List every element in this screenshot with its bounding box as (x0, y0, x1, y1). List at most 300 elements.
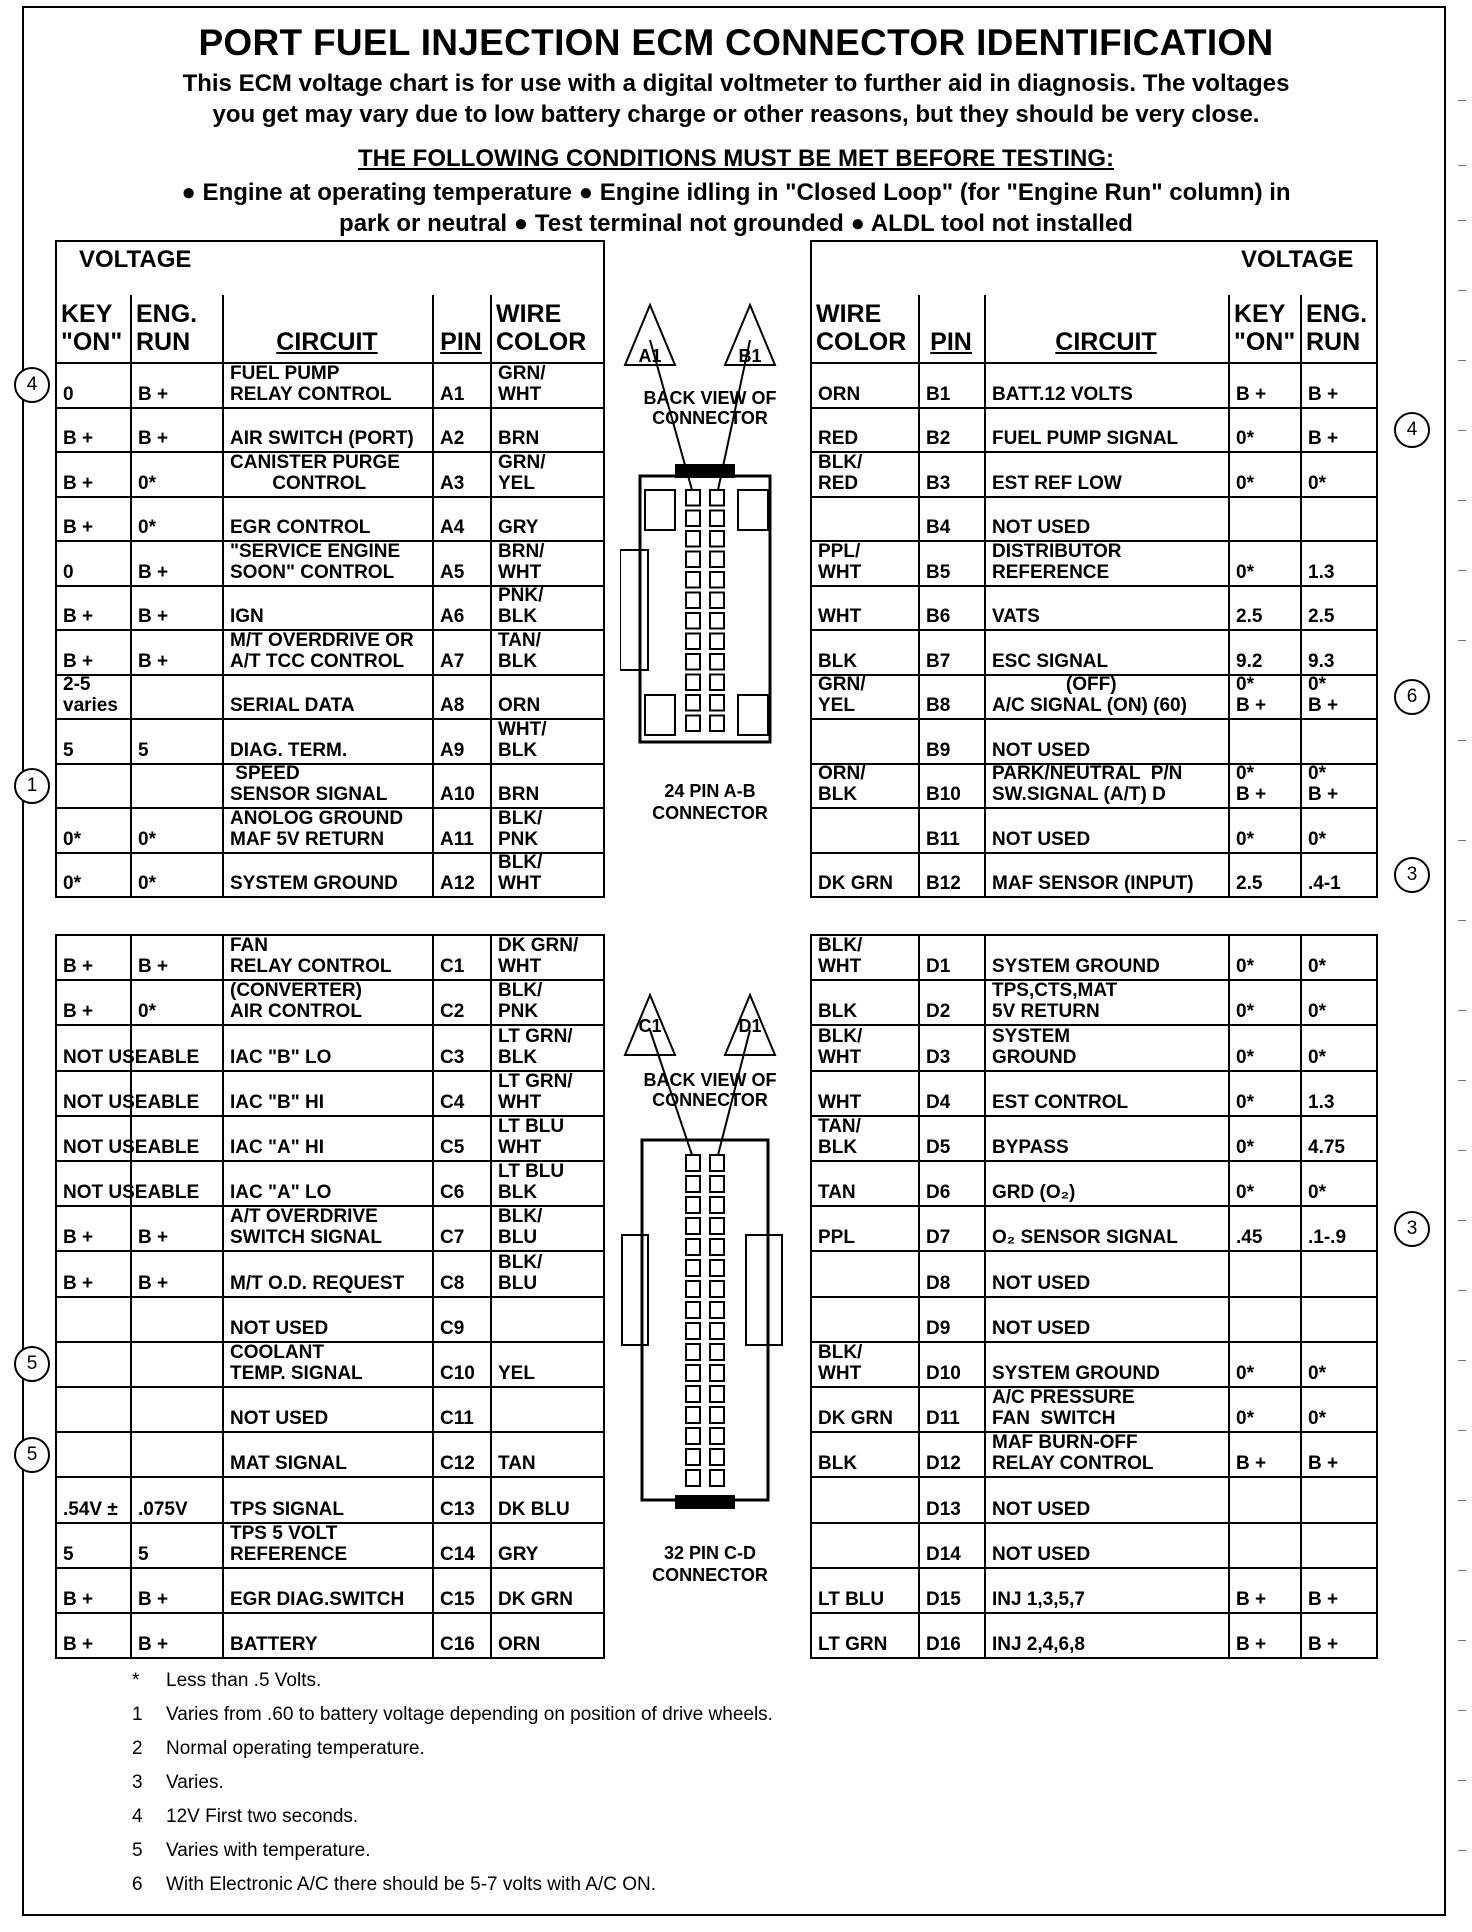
cell-text: EST CONTROL (992, 1091, 1129, 1113)
footnote (132, 1868, 773, 1902)
cell-wire (498, 852, 601, 894)
cell-pin (440, 630, 488, 672)
cell-key (1236, 585, 1298, 627)
cell-pin (440, 935, 488, 977)
cell-text: BLK/ WHT (818, 1025, 863, 1068)
cell-text: 0* (1308, 472, 1326, 494)
cell-text: D7 (926, 1227, 951, 1249)
connector-key-bottom-left (645, 695, 675, 735)
cell-text: TAN (818, 1182, 856, 1204)
cell-wire (498, 630, 601, 672)
cell-wire (498, 363, 601, 405)
connector-housing (642, 1140, 768, 1500)
cell-circuit (992, 935, 1226, 977)
cell-wire (498, 1071, 601, 1113)
cell-text: 0* B + (1308, 674, 1339, 716)
connector-side-tab-right (746, 1235, 782, 1345)
cell-key (63, 1342, 128, 1384)
cell-text: INJ 1,3,5,7 (992, 1589, 1085, 1610)
cell-pin (440, 1568, 488, 1610)
cell-text: GRD (O₂) (992, 1182, 1076, 1204)
cell-run (1308, 674, 1374, 716)
cell-text: 0* (138, 873, 156, 894)
cell-text: SYSTEM GROUND (992, 1363, 1160, 1384)
cell-pin (440, 1161, 488, 1203)
cell-text: D16 (926, 1634, 961, 1656)
cell-wire (818, 1161, 916, 1203)
cell-run (138, 1432, 220, 1474)
connector-pin (710, 654, 724, 670)
cell-text: D2 (926, 1001, 951, 1023)
cell-text: B + (63, 517, 94, 538)
connector-pin (710, 1365, 724, 1381)
edge-tick (1458, 100, 1466, 101)
connector-side-tab-left (622, 1235, 648, 1345)
cell-run (138, 1613, 220, 1655)
cell-pin (440, 674, 488, 716)
cell-text: A9 (440, 739, 465, 761)
cell-text: 5 (138, 1543, 149, 1565)
cell-text: DK GRN (818, 1408, 893, 1430)
cell-text: MAF SENSOR (INPUT) (992, 873, 1194, 894)
cell-text: .075V (138, 1498, 188, 1520)
cell-text: BLK/ BLU (498, 1251, 543, 1294)
cell-wire (498, 1116, 601, 1158)
connector-pin (710, 634, 724, 650)
footnote (132, 1698, 773, 1732)
cell-text: .1-.9 (1308, 1227, 1347, 1249)
cell-pin (440, 496, 488, 538)
cell-pin (440, 1613, 488, 1655)
footnote-marker-number: 3 (1406, 1217, 1418, 1239)
cell-text: B + (63, 650, 94, 672)
cell-pin (926, 541, 982, 583)
cell-run (1308, 763, 1374, 805)
cell-text: B + (138, 650, 169, 672)
cell-pin (440, 808, 488, 850)
cell-key (63, 674, 128, 716)
cell-pin (926, 808, 982, 850)
cell-text: BLK/ WHT (818, 1342, 863, 1384)
cell-key (1236, 1116, 1298, 1158)
cell-circuit (230, 1432, 430, 1474)
cell-pin (926, 980, 982, 1022)
cell-text: B5 (926, 561, 951, 583)
cell-key (63, 935, 128, 977)
cell-circuit (230, 808, 430, 850)
cell-text: NOT USED (992, 1272, 1091, 1294)
cell-circuit (992, 980, 1226, 1022)
cell-text: C3 (440, 1046, 465, 1068)
cell-text: GRN/ WHT (498, 362, 546, 405)
connector-pin (686, 511, 700, 527)
cell-pin (926, 1026, 982, 1068)
cell-pin (440, 1478, 488, 1520)
cell-text: COOLANT TEMP. SIGNAL (230, 1342, 363, 1384)
connector-key-top-right (738, 490, 768, 530)
cell-text: GRY (498, 517, 539, 538)
connector-side-tab (620, 550, 648, 670)
cell-text: B + (63, 1001, 94, 1023)
cell-pin (440, 1252, 488, 1294)
cell-key (63, 407, 128, 449)
cell-text: B4 (926, 517, 951, 538)
footnote (132, 1732, 773, 1766)
conditions-heading: THE FOLLOWING CONDITIONS MUST BE MET BEFORE TESTING: (358, 145, 1114, 172)
cell-key (1236, 1613, 1298, 1655)
cell-text: BLK/ WHT (818, 935, 863, 978)
cell-pin (440, 980, 488, 1022)
cell-text: DIAG. TERM. (230, 739, 348, 761)
cell-text: FAN RELAY CONTROL (230, 935, 392, 978)
cell-pin (926, 1387, 982, 1429)
cell-circuit (230, 1478, 430, 1520)
cell-run (138, 585, 220, 627)
cell-wire (498, 1252, 601, 1294)
cell-circuit (230, 1206, 430, 1248)
cell-run (1308, 1432, 1374, 1474)
voltage-header: VOLTAGE (1241, 246, 1354, 273)
cell-pin (440, 363, 488, 405)
cell-text: BLK/ PNK (498, 807, 543, 850)
cell-run (138, 496, 220, 538)
cell-text: CANISTER PURGE CONTROL (230, 451, 400, 494)
cell-wire (498, 719, 601, 761)
footnote-symbol: * (132, 1670, 140, 1691)
cell-text: 0* (1236, 1046, 1254, 1068)
cell-key (63, 719, 128, 761)
cell-text: 0* (1236, 828, 1254, 850)
cell-text: B + (138, 383, 169, 405)
connector-pin (710, 552, 724, 568)
cell-text: C6 (440, 1182, 465, 1204)
cell-text: B10 (926, 784, 961, 805)
column-divider (984, 295, 986, 896)
cell-circuit (230, 585, 430, 627)
cell-run (1308, 1116, 1374, 1158)
cell-text: WHT (818, 606, 862, 627)
cell-key (63, 1568, 128, 1610)
cell-text: BLK/ RED (818, 451, 863, 494)
connector-pin (686, 1281, 700, 1297)
cell-text: MAF BURN-OFF RELAY CONTROL (992, 1432, 1154, 1475)
cell-text: 0* (1236, 428, 1254, 449)
edge-tick (1458, 165, 1466, 166)
cell-text: NOT USED (992, 517, 1091, 538)
connector-pin (710, 1260, 724, 1276)
cell-text: AIR SWITCH (PORT) (230, 428, 414, 449)
edge-tick (1458, 640, 1466, 641)
footnote-marker-number: 4 (1406, 418, 1418, 440)
cell-text: SYSTEM GROUND (992, 956, 1160, 978)
cell-key (1236, 630, 1298, 672)
footnote-text: With Electronic A/C there should be 5-7 volts with A/C ON. (166, 1874, 656, 1895)
cell-key (63, 363, 128, 405)
cell-key (1236, 808, 1298, 850)
cell-text: 0 (63, 383, 74, 405)
cell-text: NOT USED (230, 1408, 329, 1430)
connector-cd-label: 32 PIN C-D CONNECTOR (652, 1543, 768, 1585)
cell-text: GRY (498, 1543, 539, 1565)
cell-text: YEL (498, 1363, 535, 1384)
cell-text: A12 (440, 873, 475, 894)
cell-circuit (992, 763, 1226, 805)
cell-text: B + (63, 606, 94, 627)
cell-wire (818, 452, 916, 494)
cell-run (138, 808, 220, 850)
cell-wire (498, 1206, 601, 1248)
cell-pin (440, 719, 488, 761)
cell-run (1308, 1523, 1374, 1565)
cell-text: 0* (1236, 1182, 1254, 1204)
connector-pin (710, 531, 724, 547)
cell-circuit (992, 1523, 1226, 1565)
cell-text: NOT USED (992, 739, 1091, 761)
cell-text: B + (63, 1272, 94, 1294)
cell-wire (498, 763, 601, 805)
connector-pin (710, 572, 724, 588)
connector-pin (710, 1344, 724, 1360)
footnote-text: Varies from .60 to battery voltage depending on position of drive wheels. (166, 1704, 773, 1725)
cell-text: D13 (926, 1498, 961, 1520)
cell-run (138, 1387, 220, 1429)
cell-run (138, 630, 220, 672)
cell-run (138, 1568, 220, 1610)
edge-tick (1458, 1570, 1466, 1571)
connector-latch (675, 1495, 735, 1509)
cell-circuit (230, 1297, 430, 1339)
cell-wire (818, 1297, 916, 1339)
cell-wire (498, 1161, 601, 1203)
cell-text: BLK (818, 1001, 858, 1023)
column-header-circuit: CIRCUIT (1055, 328, 1157, 356)
cell-text: A5 (440, 561, 465, 583)
cell-text: IAC "B" LO (230, 1046, 332, 1068)
cell-wire (818, 1026, 916, 1068)
cell-text: PPL/ WHT (818, 540, 862, 583)
cell-text: C5 (440, 1137, 465, 1158)
column-divider (490, 295, 492, 896)
cell-run (138, 1116, 220, 1158)
cell-circuit (230, 1252, 430, 1294)
cell-circuit (230, 1342, 430, 1384)
cell-pin (440, 407, 488, 449)
cell-text: M/T O.D. REQUEST (230, 1272, 405, 1294)
cell-text: GRN/ YEL (818, 674, 866, 716)
cell-text: 0* (1236, 472, 1254, 494)
cell-wire (498, 1613, 601, 1655)
cell-circuit (230, 1523, 430, 1565)
cell-text: (CONVERTER) AIR CONTROL (230, 980, 362, 1023)
cell-run (1308, 1297, 1374, 1339)
cell-text: PNK/ BLK (498, 585, 544, 627)
cell-key (1236, 452, 1298, 494)
cell-text: SERIAL DATA (230, 695, 355, 716)
cell-key (63, 1432, 128, 1474)
cell-text: 0* (1236, 1363, 1254, 1384)
cell-text: SYSTEM GROUND (230, 873, 398, 894)
cell-pin (926, 1297, 982, 1339)
cell-text: 1.3 (1308, 561, 1335, 583)
cell-wire (498, 1432, 601, 1474)
pin-a1-label: A1 (638, 346, 662, 366)
cell-wire (498, 452, 601, 494)
cell-wire (498, 935, 601, 977)
cell-text: B + (1308, 428, 1339, 449)
cell-run (138, 674, 220, 716)
connector-key-top-left (645, 490, 675, 530)
cell-wire (818, 763, 916, 805)
connector-pin (710, 1428, 724, 1444)
cell-text: LT GRN (818, 1634, 888, 1656)
column-divider (432, 295, 434, 896)
cell-text: B + (63, 428, 94, 449)
cell-text: B12 (926, 873, 961, 894)
connector-pin (710, 593, 724, 609)
cell-run (138, 1071, 220, 1113)
cell-text: B + (1236, 1589, 1267, 1610)
edge-tick (1458, 1150, 1466, 1151)
cell-text: B + (1308, 1589, 1339, 1610)
cell-text: B7 (926, 650, 951, 672)
cell-circuit (230, 980, 430, 1022)
cell-text: ORN (818, 383, 861, 405)
cell-text: B + (138, 1272, 169, 1294)
cell-text: D1 (926, 956, 951, 978)
cell-run (138, 763, 220, 805)
footnote-marker (1394, 679, 1430, 715)
cell-circuit (992, 674, 1226, 716)
cell-text: 2-5 varies (63, 674, 118, 716)
cell-pin (440, 1432, 488, 1474)
connector-pin (686, 1176, 700, 1192)
connector-pin (686, 1302, 700, 1318)
connector-pin (686, 675, 700, 691)
cell-wire (818, 808, 916, 850)
cell-run (1308, 1613, 1374, 1655)
cell-key (1236, 719, 1298, 761)
cell-text: NOT USEABLE (63, 1046, 200, 1068)
cell-text: B1 (926, 383, 951, 405)
cell-circuit (230, 852, 430, 894)
connector-pin (686, 1365, 700, 1381)
cell-circuit (230, 1071, 430, 1113)
cell-text: IGN (230, 606, 264, 627)
cell-key (1236, 1252, 1298, 1294)
cell-text: NOT USEABLE (63, 1091, 200, 1113)
cell-text: B + (1236, 1634, 1267, 1656)
cell-pin (926, 363, 982, 405)
cell-wire (498, 407, 601, 449)
cell-text: B + (138, 1634, 169, 1656)
cell-text: 1.3 (1308, 1091, 1335, 1113)
cell-pin (440, 852, 488, 894)
cell-wire (498, 541, 601, 583)
cell-text: IAC "B" HI (230, 1091, 325, 1113)
cell-text: C9 (440, 1317, 465, 1339)
cell-circuit (230, 674, 430, 716)
cell-circuit (992, 1342, 1226, 1384)
cell-text: 0* (1236, 1408, 1254, 1430)
cell-key (1236, 763, 1298, 805)
cell-wire (498, 585, 601, 627)
cell-wire (498, 980, 601, 1022)
cell-wire (498, 1342, 601, 1384)
cell-key (63, 1478, 128, 1520)
cell-text: ORN/ BLK (818, 763, 866, 805)
connector-pin (686, 531, 700, 547)
cell-circuit (230, 1613, 430, 1655)
cell-circuit (992, 719, 1226, 761)
cell-key (63, 541, 128, 583)
cell-circuit (230, 719, 430, 761)
footnote-marker (1394, 1211, 1430, 1247)
edge-tick (1458, 840, 1466, 841)
column-divider (1228, 295, 1230, 896)
cell-text: D11 (926, 1408, 960, 1430)
cell-key (1236, 1568, 1298, 1610)
cell-circuit (230, 407, 430, 449)
cell-key (63, 630, 128, 672)
cell-run (1308, 852, 1374, 894)
cell-text: A6 (440, 606, 465, 627)
footnote-symbol: 6 (132, 1874, 143, 1895)
cell-text: A8 (440, 695, 465, 716)
edge-tick (1458, 1850, 1466, 1851)
cell-text: 0* (1236, 561, 1254, 583)
connector-latch (675, 464, 735, 478)
cell-text: "SERVICE ENGINE SOON" CONTROL (230, 540, 401, 583)
cell-wire (498, 496, 601, 538)
cell-pin (926, 1478, 982, 1520)
cell-text: B + (1308, 1453, 1339, 1475)
cell-text: A3 (440, 472, 465, 494)
cell-text: B8 (926, 695, 951, 716)
cell-text: 0* (1308, 828, 1326, 850)
cell-wire (498, 1478, 601, 1520)
cell-circuit (992, 630, 1226, 672)
connector-pin (686, 654, 700, 670)
cell-run (138, 1523, 220, 1565)
footnote-marker-number: 3 (1406, 863, 1418, 885)
cell-text: DK GRN (818, 873, 893, 894)
cell-text: 0* B + (1236, 674, 1267, 716)
cell-text: TPS SIGNAL (230, 1498, 345, 1520)
footnote-symbol: 3 (132, 1772, 143, 1793)
cell-circuit (992, 1432, 1226, 1474)
connector-pin (710, 511, 724, 527)
cell-text: .4-1 (1308, 873, 1341, 894)
edge-tick (1458, 570, 1466, 571)
connector-pin (686, 1239, 700, 1255)
edge-tick (1458, 1220, 1466, 1221)
cell-key (1236, 496, 1298, 538)
cell-text: TAN/ BLK (818, 1116, 861, 1158)
cell-circuit (992, 808, 1226, 850)
cell-text: 0* (1308, 1001, 1326, 1023)
cell-wire (818, 1523, 916, 1565)
cell-key (63, 452, 128, 494)
footnote-symbol: 1 (132, 1704, 143, 1725)
cell-circuit (992, 1252, 1226, 1294)
connector-pin (710, 490, 724, 506)
column-header-key-on: KEY "ON" (61, 300, 123, 356)
connector-pin (710, 1281, 724, 1297)
cell-text: C4 (440, 1091, 465, 1113)
cell-text: B + (1236, 1453, 1267, 1475)
cell-wire (818, 363, 916, 405)
cell-run (1308, 496, 1374, 538)
